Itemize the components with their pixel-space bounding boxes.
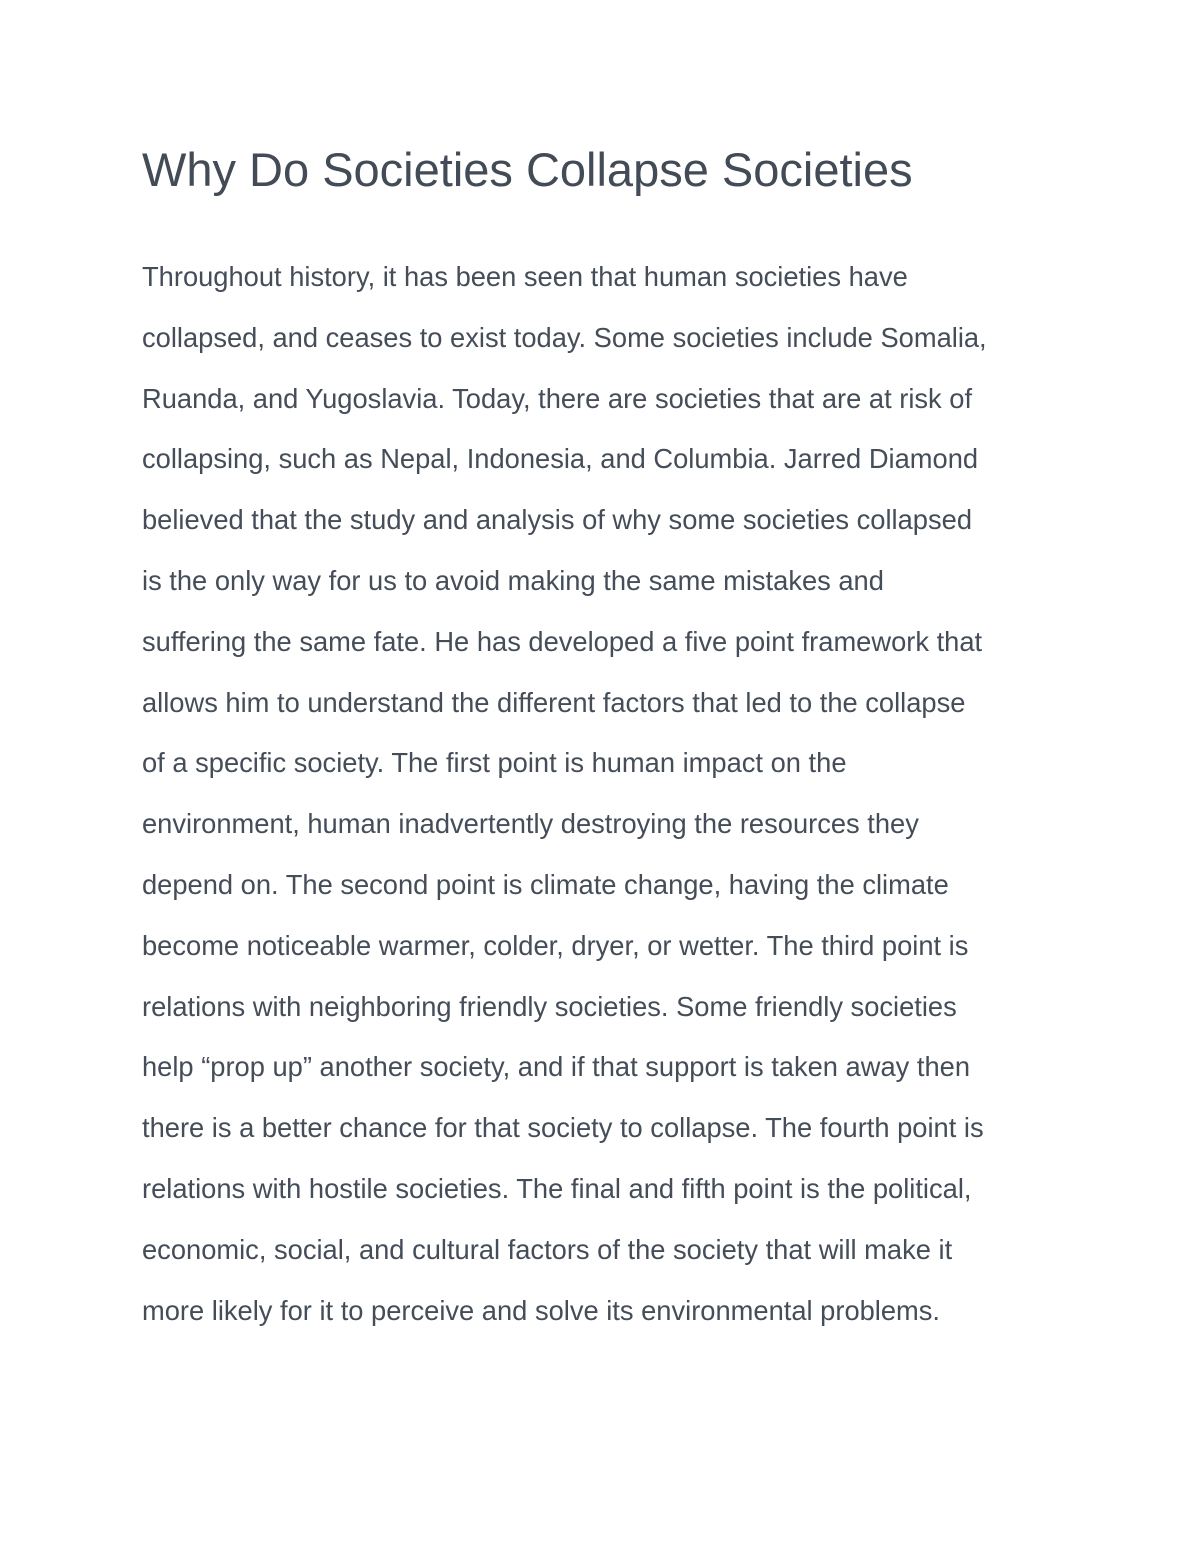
body-line: allows him to understand the different factors that led to the collapse — [142, 686, 966, 718]
body-line: Throughout history, it has been seen that human societies have — [142, 261, 908, 292]
body-line: become noticeable warmer, colder, dryer, or wetter. The third point is — [142, 929, 969, 961]
body-line: collapsing, such as Nepal, Indonesia, and Columbia. Jarred Diamond — [142, 443, 979, 475]
body-line: help “prop up” another society, and if that support is taken away then — [142, 1051, 970, 1083]
document-title: Why Do Societies Collapse Societies — [142, 143, 913, 196]
body-line: more likely for it to perceive and solve its environmental problems. — [142, 1294, 941, 1326]
body-line: suffering the same fate. He has developed a five point framework that — [142, 625, 983, 657]
body-line: relations with hostile societies. The final and fifth point is the political, — [142, 1172, 972, 1204]
document-body — [142, 247, 987, 1341]
body-line: collapsed, and ceases to exist today. Some societies include Somalia, — [142, 321, 987, 353]
body-line: Ruanda, and Yugoslavia. Today, there are societies that are at risk of — [142, 382, 973, 414]
body-line: economic, social, and cultural factors of the society that will make it — [142, 1233, 953, 1265]
body-line: there is a better chance for that society to collapse. The fourth point is — [142, 1112, 984, 1144]
body-line: of a specific society. The first point is human impact on the — [142, 747, 847, 779]
body-line: believed that the study and analysis of why some societies collapsed — [142, 504, 972, 536]
body-line: depend on. The second point is climate change, having the climate — [142, 868, 949, 900]
body-line: environment, human inadvertently destroying the resources they — [142, 808, 919, 840]
body-line: is the only way for us to avoid making the same mistakes and — [142, 564, 884, 596]
body-line: relations with neighboring friendly societies. Some friendly societies — [142, 990, 957, 1022]
